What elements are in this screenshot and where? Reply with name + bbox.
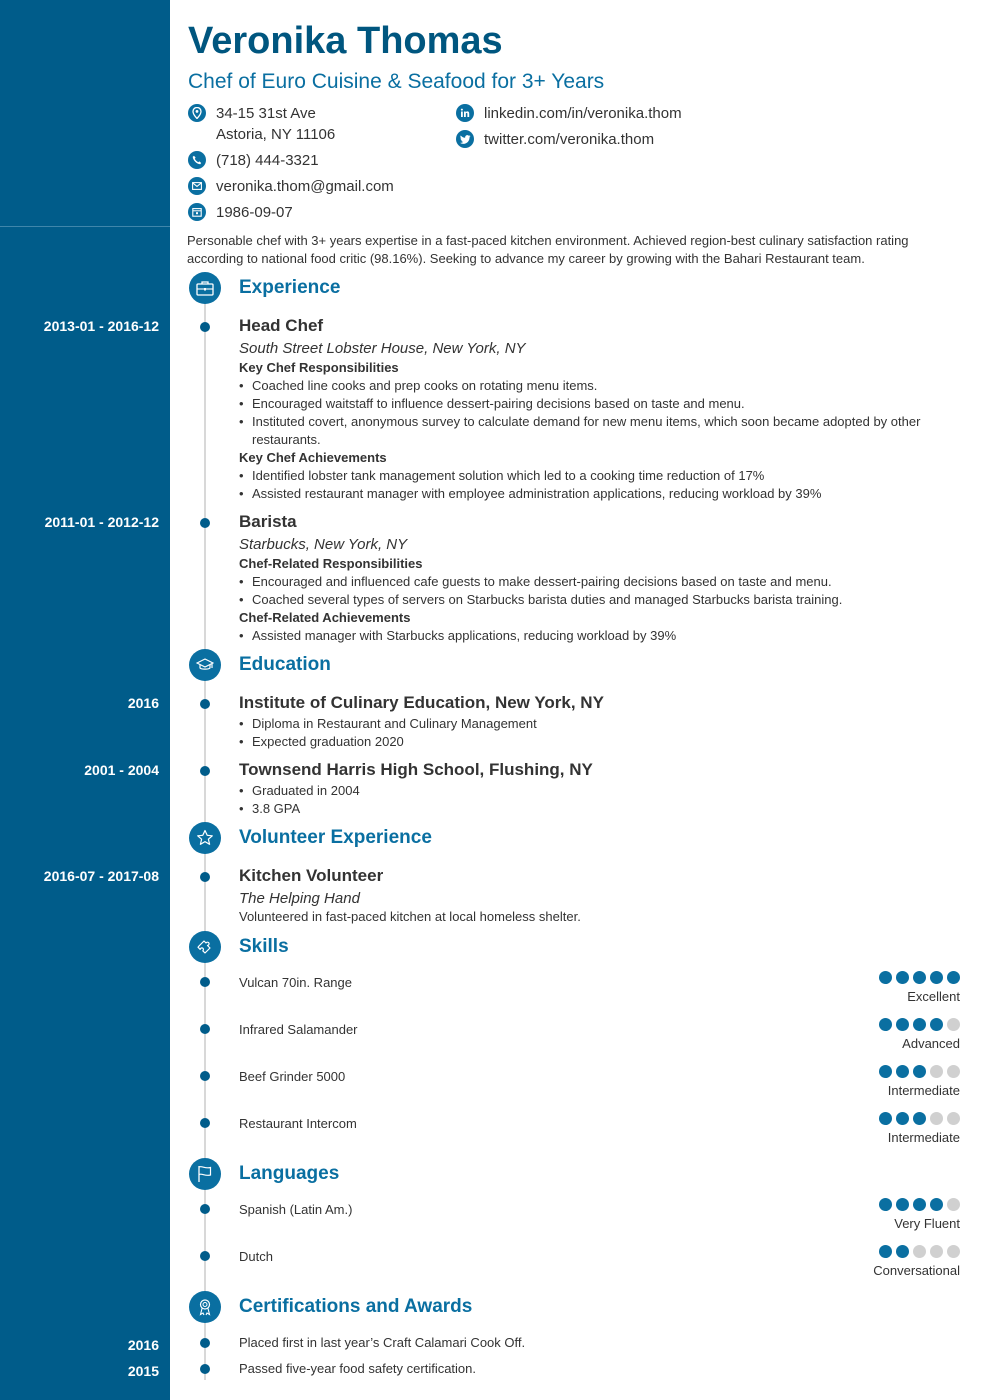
languages-title: Languages: [239, 1163, 340, 1184]
skills-title: Skills: [239, 936, 289, 957]
email-icon: [188, 177, 206, 195]
flag-icon: [189, 1158, 221, 1190]
job-2-group-1-title: Chef-Related Responsibilities: [239, 556, 423, 571]
rating-dot: [930, 1065, 943, 1078]
skill-rating: [879, 1018, 960, 1031]
language-level: Conversational: [873, 1263, 960, 1278]
rating-dot: [947, 1018, 960, 1031]
rating-dot: [913, 971, 926, 984]
puzzle-icon: [189, 931, 221, 963]
rating-dot: [913, 1112, 926, 1125]
job-1-date: 2013-01 - 2016-12: [43, 318, 159, 334]
job-2-responsibility-1: • Encouraged and influenced cafe guests to make dessert-pairing decisions based on taste and menu.: [239, 573, 939, 591]
job-2-responsibility-2: • Coached several types of servers on Starbucks barista duties and managed Starbucks barista training.: [239, 591, 939, 609]
rating-dot: [947, 1245, 960, 1258]
skill-rating: [879, 971, 960, 984]
candidate-name: Veronika Thomas: [188, 20, 503, 62]
timeline-dot: [200, 518, 210, 528]
rating-dot: [896, 1018, 909, 1031]
job-1-responsibility-1: • Coached line cooks and prep cooks on rotating menu items.: [239, 377, 939, 395]
rating-dot: [913, 1018, 926, 1031]
skill-name: Beef Grinder 5000: [239, 1069, 346, 1084]
address-line-2: Astoria, NY 11106: [216, 126, 336, 143]
rating-dot: [913, 1245, 926, 1258]
calendar-icon: [188, 203, 206, 221]
candidate-subtitle: Chef of Euro Cuisine & Seafood for 3+ Years: [188, 70, 605, 93]
contact-birth-date: [188, 202, 293, 223]
twitter-url[interactable]: twitter.com/veronika.thom: [484, 131, 655, 148]
job-2-date: 2011-01 - 2012-12: [44, 514, 159, 530]
volunteer-title: Volunteer Experience: [239, 827, 432, 848]
language-name: Spanish (Latin Am.): [239, 1202, 353, 1217]
phone-icon: [188, 151, 206, 169]
skill-name: Restaurant Intercom: [239, 1116, 357, 1131]
volunteer-role: Kitchen Volunteer: [239, 866, 384, 885]
rating-dot: [896, 1198, 909, 1211]
birth-date: 1986-09-07: [216, 204, 293, 221]
twitter-icon: [456, 130, 474, 148]
address-line-1: 34-15 31st Ave: [216, 105, 316, 122]
timeline-dot: [200, 322, 210, 332]
rating-dot: [879, 1065, 892, 1078]
rating-dot: [896, 1112, 909, 1125]
job-1-achievement-2: • Assisted restaurant manager with employee administration applications, reducing workload by 39%: [239, 485, 939, 503]
job-2-group-2-title: Chef-Related Achievements: [239, 610, 411, 625]
rating-dot: [947, 1112, 960, 1125]
graduation-cap-icon: [189, 649, 221, 681]
language-level: Very Fluent: [894, 1216, 960, 1231]
timeline-dot: [200, 1024, 210, 1034]
skill-level: Advanced: [902, 1036, 960, 1051]
education-1-detail-1: • Diploma in Restaurant and Culinary Management: [239, 715, 939, 733]
job-1-group-2-title: Key Chef Achievements: [239, 450, 387, 465]
timeline-dot: [200, 1071, 210, 1081]
rating-dot: [947, 1198, 960, 1211]
volunteer-date: 2016-07 - 2017-08: [43, 868, 159, 884]
rating-dot: [930, 1245, 943, 1258]
contact-linkedin: [456, 103, 682, 124]
rating-dot: [947, 971, 960, 984]
rating-dot: [879, 1112, 892, 1125]
language-rating: [879, 1198, 960, 1211]
briefcase-icon: [189, 272, 221, 304]
skill-name: Infrared Salamander: [239, 1022, 358, 1037]
email-address[interactable]: veronika.thom@gmail.com: [216, 178, 394, 195]
education-2-detail-2: • 3.8 GPA: [239, 800, 939, 818]
contact-twitter: [456, 129, 654, 150]
certification-2-text: Passed five-year food safety certification.: [239, 1361, 477, 1376]
job-2-title: Barista: [239, 512, 297, 531]
education-2-date: 2001 - 2004: [84, 762, 159, 778]
job-1-responsibility-3: • Instituted covert, anonymous survey to calculate demand for new menu items, which soon became adopted by other restaurants.: [239, 413, 939, 449]
skill-rating: [879, 1065, 960, 1078]
education-1-date: 2016: [127, 695, 159, 711]
skill-level: Intermediate: [887, 1083, 960, 1098]
rating-dot: [879, 1245, 892, 1258]
education-1-detail-2: • Expected graduation 2020: [239, 733, 939, 751]
timeline-dot: [200, 699, 210, 709]
rating-dot: [913, 1198, 926, 1211]
education-title: Education: [239, 654, 331, 675]
rating-dot: [896, 1065, 909, 1078]
timeline-dot: [200, 872, 210, 882]
skill-level: Intermediate: [887, 1130, 960, 1145]
timeline-dot: [200, 977, 210, 987]
education-2-school: Townsend Harris High School, Flushing, NY: [239, 760, 593, 779]
job-1-company: South Street Lobster House, New York, NY: [239, 340, 526, 357]
contact-address: [188, 103, 335, 145]
rating-dot: [896, 1245, 909, 1258]
certification-1-date: 2016: [127, 1337, 159, 1353]
volunteer-organization: The Helping Hand: [239, 890, 360, 907]
skill-rating: [879, 1112, 960, 1125]
timeline-dot: [200, 1251, 210, 1261]
rating-dot: [879, 1198, 892, 1211]
job-1-title: Head Chef: [239, 316, 324, 335]
award-icon: [189, 1291, 221, 1323]
timeline-dot: [200, 1338, 210, 1348]
skill-name: Vulcan 70in. Range: [239, 975, 352, 990]
rating-dot: [930, 1198, 943, 1211]
certification-1-text: Placed first in last year’s Craft Calamari Cook Off.: [239, 1335, 526, 1350]
contact-email: [188, 176, 394, 197]
rating-dot: [879, 1018, 892, 1031]
profile-summary: Personable chef with 3+ years expertise in a fast-paced kitchen environment. Achieved region-best culinary satisfaction rating according to national food critic (98.16%). Seeking to advance my career by growing with the Bahari Restaurant team.: [187, 233, 909, 266]
certifications-title: Certifications and Awards: [239, 1296, 473, 1317]
rating-dot: [896, 971, 909, 984]
experience-title: Experience: [239, 277, 341, 298]
volunteer-description: Volunteered in fast-paced kitchen at local homeless shelter.: [239, 909, 581, 924]
timeline-dot: [200, 766, 210, 776]
rating-dot: [947, 1065, 960, 1078]
rating-dot: [930, 1018, 943, 1031]
job-1-achievement-1: • Identified lobster tank management solution which led to a cooking time reduction of 17%: [239, 467, 939, 485]
timeline-dot: [200, 1204, 210, 1214]
language-name: Dutch: [239, 1249, 273, 1264]
linkedin-icon: [456, 104, 474, 122]
rating-dot: [879, 971, 892, 984]
phone-number[interactable]: (718) 444-3321: [216, 152, 319, 169]
job-2-company: Starbucks, New York, NY: [239, 536, 408, 553]
contact-phone: [188, 150, 319, 171]
rating-dot: [930, 971, 943, 984]
language-rating: [879, 1245, 960, 1258]
job-1-group-1-title: Key Chef Responsibilities: [239, 360, 399, 375]
location-icon: [188, 104, 206, 122]
certification-2-date: 2015: [127, 1363, 159, 1379]
rating-dot: [913, 1065, 926, 1078]
skill-level: Excellent: [907, 989, 960, 1004]
timeline-dot: [200, 1364, 210, 1374]
star-icon: [189, 822, 221, 854]
job-1-responsibility-2: • Encouraged waitstaff to influence dessert-pairing decisions based on taste and menu.: [239, 395, 939, 413]
job-2-achievement-1: • Assisted manager with Starbucks applications, reducing workload by 39%: [239, 627, 939, 645]
rating-dot: [930, 1112, 943, 1125]
timeline-dot: [200, 1118, 210, 1128]
education-1-school: Institute of Culinary Education, New York, NY: [239, 693, 604, 712]
sidebar-divider: [0, 226, 170, 227]
education-2-detail-1: • Graduated in 2004: [239, 782, 939, 800]
linkedin-url[interactable]: linkedin.com/in/veronika.thom: [484, 105, 682, 122]
